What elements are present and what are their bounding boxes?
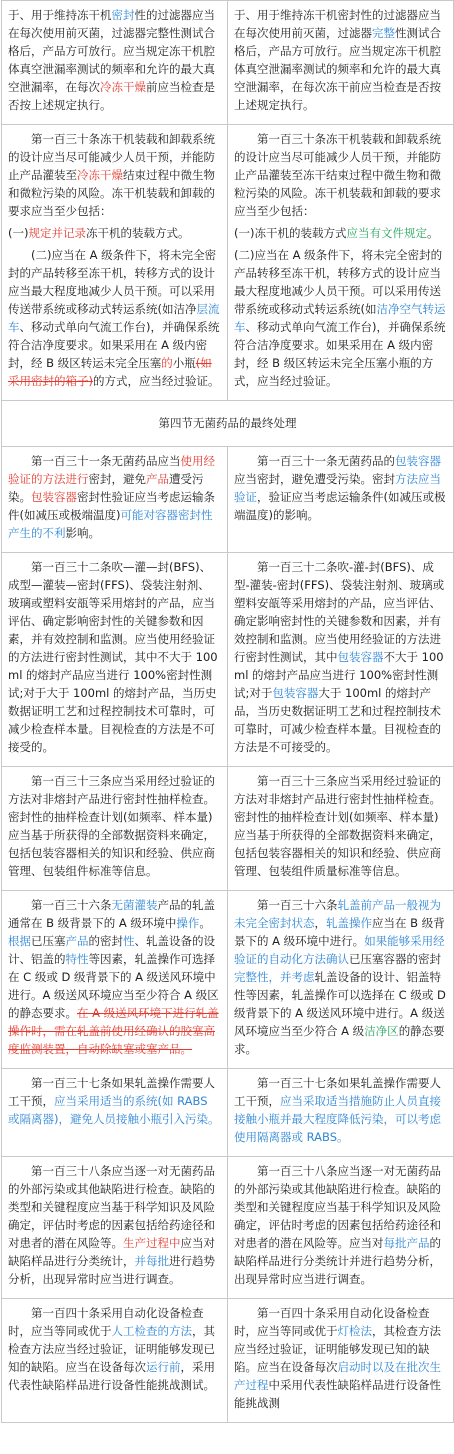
comparison-table [1,0,454,1423]
clause-text: ，采用代表性缺陷样品进行设备性能挑战测试。 [8,1360,215,1392]
clause-text: 冻干机的装载方式。 [85,226,190,240]
old-version-cell [2,1069,228,1157]
table-row [2,447,454,553]
highlighted-text: 根据 [8,934,31,948]
clause-text: 第一百三十一条无菌药品应当 [31,454,181,468]
clause-text: 第一百三十条冻干机装载和卸载系统的设计应当尽可能减少人员干预，并能防止产品灌装至 [8,132,215,182]
new-version-cell [228,1,454,125]
clause-paragraph [234,1304,447,1412]
clause-text: 密封，避免 [88,472,146,486]
clause-paragraph [8,224,221,242]
clause-paragraph [8,896,221,1058]
old-version-cell [2,891,228,1069]
highlighted-text: 产品 [65,934,89,948]
clause-paragraph [8,1162,221,1288]
clause-text: (一) [8,226,29,240]
clause-paragraph [234,1074,447,1146]
comparison-table-body [2,1,454,1423]
clause-paragraph [234,130,447,220]
clause-text: 轧盖设备的设计、铝盖特性等因素，轧盖操作可以选择在 C 级或 D 级背景下的 A 级送风环境中进行。A 级送风环境应当至少符合 A 级 [234,970,446,1038]
deleted-text: (如采用密封的箱子) [8,356,212,388]
old-version-cell [2,767,228,891]
clause-text: 已压塞 [31,934,66,948]
table-row [2,553,454,767]
clause-paragraph [234,558,447,756]
new-version-cell [228,553,454,767]
highlighted-text: 产品 [146,472,169,486]
clause-paragraph [8,452,221,542]
highlighted-text: 包装容器 [337,650,384,664]
clause-text: 、移动式单向气流工作台)，并确保系统符合洁净度要求。如果采用在 A 级内密封，经 B 级区转运未完全压塞 [8,320,220,370]
clause-text: 应当在 B 级背景下的 A 级环境中进行。 [234,916,445,948]
table-row [2,1299,454,1423]
highlighted-text: 冷冻干燥 [100,80,146,94]
new-version-cell [228,891,454,1069]
new-version-cell [228,1157,454,1299]
highlighted-text: 冷冻干燥 [77,168,123,182]
new-version-cell [228,447,454,553]
clause-text: 。 [426,226,439,240]
highlighted-text: 操作 [176,916,200,930]
clause-text: 不大于 100ml 的熔封产品应当进行 100%密封性测试;对于 [234,650,444,700]
deleted-text: 在 A 级送风环境下进行轧盖操作时，需在轧盖前使用经确认的胶塞高度监测装置，自动除缺塞或塞产品。 [8,1006,219,1056]
clause-text: 第一百三十二条吹—灌—封(BFS)、成型—灌装—密封(FFS)、袋装注射剂、玻璃或塑料安瓿等采用熔封的产品，应当评估、确定影响密封性的关键参数和因素，并有效控制和监测。应当使用经验证的方法进行密封性测试，其中不大于 100ml 的熔封产品应当进行 100%密封性测试;对于大于 100ml 的熔封产品，当历史数据证明工艺和过程控制技术可靠时，可减少检查样本量。目视检查的方法是不可接受的。 [8,560,218,754]
clause-text: 结束过程中微生物和微粒污染的风险。冻干机装载和卸载的要求应当至少包括： [8,168,215,218]
clause-text: 第一百三十三条应当采用经过验证的方法对非熔封产品进行密封性抽样检查。密封性的抽样检查计划(如频率、样本量)应当基于所获得的全部数据资料来确定，包括包装容器相关的知识和经验、供应商管理、包装组件标准等信息。 [8,774,215,878]
clause-text: 产品的轧盖通常在 B 级背景下的 A 级环境中 [8,898,215,930]
highlighted-text: 可能对容器密封性产生的不利 [8,508,213,540]
clause-paragraph [234,452,447,524]
old-version-cell [2,1,228,125]
clause-text: (二)应当在 A 级条件下，将未完全密封的产品转移至冻干机，转移方式的设计应当最大程度地减少人员干预。可以采用传送带系统或移动式转运系统(如洁净 [8,248,217,316]
clause-text: 、轧盖设备的设计、铝盖的 [8,934,215,966]
clause-paragraph [234,1162,447,1288]
highlighted-text: 包装容器 [31,490,77,504]
highlighted-text: 无菌灌装 [111,898,158,912]
clause-paragraph [8,6,221,114]
clause-text: ，其检查方法应当经过验证，证明能够发现已知的缺陷。应当在设备每次 [234,1324,441,1374]
clause-text: 第一百三十八条应当逐一对无菌药品的外部污染或其他缺陷进行检查。缺陷的类型和关键程度应当基于科学知识及风险确定，评估时考虑的因素包括给药途径和对患者的潜在风险等。 [8,1164,215,1250]
clause-paragraph [234,896,447,1058]
clause-text: 的方式，应当经过验证。 [93,374,220,388]
table-row [2,401,454,447]
clause-paragraph [8,246,221,390]
old-version-cell [2,125,228,401]
highlighted-text: 应当采用适当的系统(如 RABS 或隔离器)，避免人员接触小瓶引入污染。 [8,1094,220,1126]
highlighted-text: 一般视为未完全密封状态 [234,898,441,930]
highlighted-text: 的 [161,356,173,370]
table-row [2,767,454,891]
table-row [2,1157,454,1299]
highlighted-text: 规定并记录 [28,226,86,240]
clause-text: 应当密封，避免遭受污染。密封 [234,472,395,486]
highlighted-text: 完整 [372,26,395,40]
clause-text: 第一百四十条采用自动化设备检查时，应当等同或优于 [8,1306,204,1338]
highlighted-text: 包装容器 [395,454,441,468]
clause-paragraph [234,246,447,390]
highlighted-text: 每批产品 [383,1236,430,1250]
new-version-cell [228,767,454,891]
clause-text: 第一百三十六条 [31,898,112,912]
clause-text: 遭受污染。 [8,472,204,504]
clause-text: 影响。 [65,526,100,540]
new-version-cell [228,125,454,401]
clause-text: 第一百三十三条应当采用经过验证的方法对非熔封产品进行密封性抽样检查。密封性的抽样检查计划(如频率、样本量)应当基于所获得的全部数据资料来确定，包括包装容器相关的知识和经验、供应商管理、包装组件质量标准等信息。 [234,774,441,878]
highlighted-text: 启动时以及在批次生产过程 [234,1360,441,1392]
highlighted-text: 洁净空气转运车 [234,302,446,334]
clause-text: 进行趋势分析，出现异常时应当进行调查。 [8,1254,215,1286]
clause-text: 第一百三十六条 [257,898,338,912]
highlighted-text: 运行前 [146,1360,181,1374]
clause-paragraph [8,1304,221,1394]
clause-text: 性的过滤器应当在每次使用前灭菌，过滤器完整性测试合格后，产品方可放行。应当规定冻干机腔体真空泄漏率测试的频率和允许的最大真空泄漏率，在每次 [8,8,215,94]
highlighted-text: 完整性，并考虑 [234,970,315,984]
clause-text: 于、用于维持冻干机 [8,8,112,22]
highlighted-text: 方法应当验证 [234,472,441,504]
table-row [2,125,454,401]
clause-text: 第一百三十二条吹-灌-封(BFS)、成型-灌装-密封(FFS)、袋装注射剂、玻璃或塑料安瓿等采用熔封的产品，应当评估、确定影响密封性的关键参数和因素，并有效控制和监测。应当使用经验证的方法进行密封性测试，其中 [234,560,445,664]
highlighted-text: 如果能够采用经验证的自动化方法确认 [234,934,445,966]
new-version-cell [228,1299,454,1423]
clause-text: 第一百三十条冻干机装载和卸载系统的设计应当尽可能减少人员干预，并能防止产品灌装至冻干结束过程中微生物和微粒污染的风险。冻干机装载和卸载的要求应当至少包括： [234,132,441,218]
clause-text: ， [314,916,326,930]
clause-text: 第一百三十八条应当逐一对无菌药品的外部污染或其他缺陷进行检查。缺陷的类型和关键程度应当基于科学知识及风险确定，评估时考虑的因素包括给药途径和对患者的潜在风险等。应当对 [234,1164,441,1250]
clause-paragraph [234,224,447,242]
highlighted-text: 密封 [111,8,135,22]
clause-text: 等因素，轧盖操作可选择在 C 级或 D 级背景下的 A 级送风环境中进行。A 级送风环境应当至少符合 A 级区的静态要求。 [8,952,219,1020]
old-version-cell [2,553,228,767]
highlighted-text: 人工检查的方法 [111,1324,192,1338]
highlighted-text: 轧盖操作 [326,916,372,930]
clause-paragraph [8,130,221,220]
clause-paragraph [234,6,447,114]
new-version-cell [228,1069,454,1157]
clause-text: ，验证应当考虑运输条件(如减压或极端温度)的影响。 [234,490,446,522]
section-heading: 第四节无菌药品的最终处理 [2,401,454,447]
old-version-cell [2,1299,228,1423]
clause-text: 的静态要求。 [234,1024,445,1056]
clause-text: 已压塞容器的密封 [349,952,441,966]
old-version-cell [2,1157,228,1299]
highlighted-text: 灯检法 [337,1324,372,1338]
clause-text: (一)冻干机的装载方式 [234,226,347,240]
table-row [2,1069,454,1157]
clause-text: 。 [199,916,211,930]
clause-text: 小瓶 [172,356,196,370]
clause-text: 第一百四十条采用自动化设备检查时，应当等同或优于 [234,1306,430,1338]
clause-text: 性测试合格后，产品方可放行。应当规定冻干机腔体真空泄漏率测试的频率和允许的最大真空泄漏率，在每次冻干前应当检查是否按上述规定执行。 [234,26,441,112]
highlighted-text: 应当有文件规定 [346,226,427,240]
clause-text: 第一百三十七条如果轧盖操作需要人工干预， [234,1076,441,1108]
table-row [2,891,454,1069]
clause-text: 、移动式单向气流工作台)，并确保系统符合洁净度要求。如果采用在 A 级内密封，经 B 级区转运未完全压塞小瓶的方式，应当经过验证。 [234,320,446,388]
highlighted-text: 洁净区 [364,1024,399,1038]
highlighted-text: 应当采取适当措施防止人员直接接触小瓶并最大程度降低污染，可以考虑使用隔离器或 RABS。 [234,1094,441,1144]
highlighted-text: 轧盖前产品 [337,898,395,912]
highlighted-text: 使用经验证的方法进行 [8,454,215,486]
clause-text: ，其检查方法应当经过验证，证明能够发现已知的缺陷。应当在设备每次 [8,1324,215,1374]
highlighted-text: 性 [123,934,135,948]
highlighted-text: 包装容器 [272,686,319,700]
clause-paragraph [8,1074,221,1128]
clause-text: 第一百三十七条如果轧盖操作需要人工干预， [8,1076,215,1108]
clause-text: 密封性验证应当考虑运输条件(如减压或极端温度) [8,490,215,522]
clause-text: 第一百三十一条无菌药品的 [257,454,395,468]
highlighted-text: 生产过程中 [123,1236,181,1250]
clause-text: (二)应当在 A 级条件下，将未完全密封的产品转移至冻干机，转移方式的设计应当最大程度地减少人员干预。可以采用传送带系统或移动式转运系统(如 [234,248,443,316]
highlighted-text: 并每批 [134,1254,169,1268]
old-version-cell [2,447,228,553]
clause-text: 中采用代表性缺陷样品进行设备性能挑战测 [234,1378,441,1410]
clause-paragraph [8,558,221,756]
clause-text: 前应当检查是否按上述规定执行。 [8,80,215,112]
clause-paragraph [234,772,447,880]
clause-paragraph [8,772,221,880]
clause-text: 的密封 [88,934,123,948]
clause-text: 于、用于维持冻干机密封性的过滤器应当在每次使用前灭菌，过滤器 [234,8,441,40]
highlighted-text: 特性 [65,952,89,966]
clause-text: 应当对缺陷样品进行分类统计， [8,1236,215,1268]
table-row [2,1,454,125]
clause-text: 的缺陷样品进行分类统计并进行趋势分析，出现异常时应当进行调查。 [234,1236,441,1286]
highlighted-text: 层流车 [8,302,220,334]
clause-text: 大于 100ml 的熔封产品，当历史数据证明工艺和过程控制技术可靠时，可减少检查样本量。目视检查的方法是不可接受的。 [234,686,441,754]
